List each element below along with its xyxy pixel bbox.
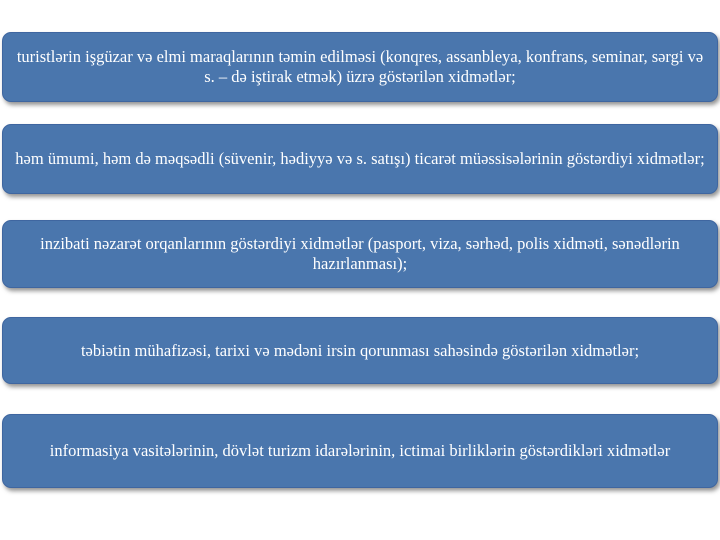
- service-item-text: həm ümumi, həm də məqsədli (süvenir, hədiyyə və s. satışı) ticarət müəssisələrinin göstərdiyi xidmətlər;: [15, 149, 705, 168]
- service-item-heritage-protection: [2, 317, 718, 384]
- service-item-text: turistlərin işgüzar və elmi maraqlarının təmin edilməsi (konqres, assanbleya, konfrans, seminar, sərgi və s. – də iştirak etmək) üzrə göstərilən xidmətlər;: [16, 47, 704, 86]
- service-item-text: inzibati nəzarət orqanlarının göstərdiyi xidmətlər (pasport, viza, sərhəd, polis xidməti, sənədlərin hazırlanması);: [40, 234, 680, 273]
- service-item-text: təbiətin mühafizəsi, tarixi və mədəni irsin qorunması sahəsində göstərilən xidmətlər;: [80, 340, 640, 360]
- service-item-administrative-control: [2, 220, 718, 288]
- service-item-trade: [2, 124, 718, 194]
- service-item-business-scientific: [2, 32, 718, 102]
- service-item-information-media: [2, 414, 718, 488]
- service-item-text: informasiya vasitələrinin, dövlət turizm idarələrinin, ictimai birliklərin göstərdikləri xidmətlər: [49, 441, 671, 460]
